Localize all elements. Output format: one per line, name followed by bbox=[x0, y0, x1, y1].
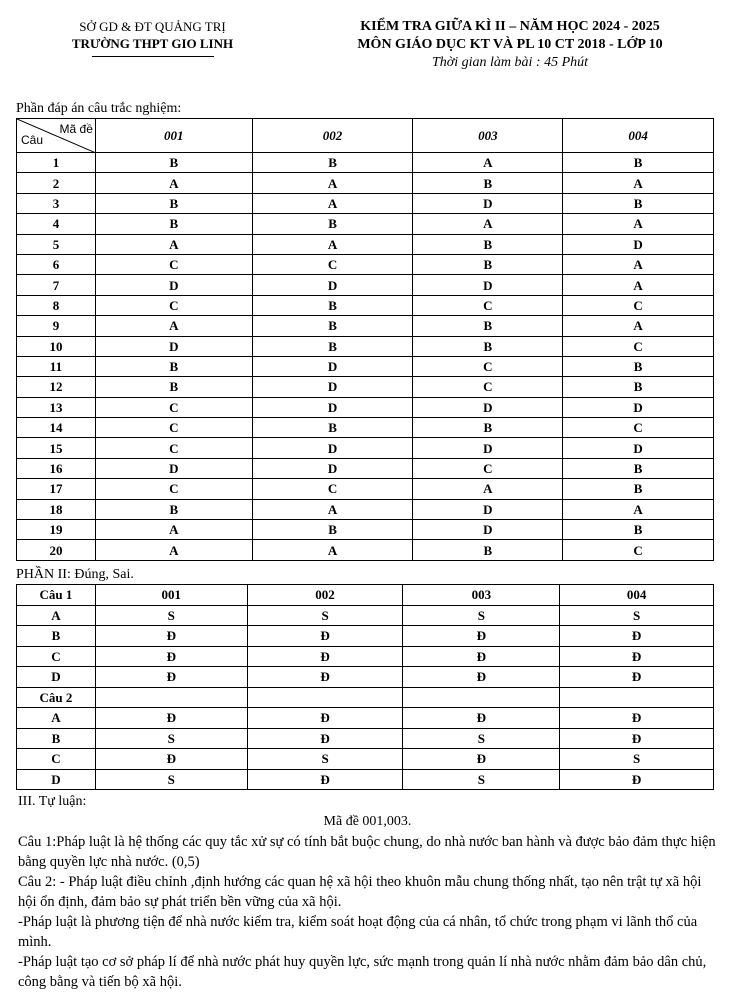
corner-question-label: Câu bbox=[21, 133, 44, 147]
question-number: 15 bbox=[17, 438, 96, 458]
empty-cell bbox=[95, 687, 247, 708]
school-underline bbox=[92, 56, 214, 57]
tf-row bbox=[17, 605, 714, 626]
mcq-row bbox=[17, 214, 714, 234]
mcq-row bbox=[17, 520, 714, 540]
answer-cell: D bbox=[413, 275, 563, 295]
essay-code-line: Mã đề 001,003. bbox=[323, 814, 412, 829]
answer-cell: Đ bbox=[95, 749, 247, 770]
mcq-row bbox=[17, 377, 714, 397]
answer-cell: C bbox=[252, 479, 413, 499]
answer-cell: S bbox=[95, 728, 247, 749]
answer-cell: B bbox=[252, 316, 413, 336]
answer-cell: A bbox=[252, 173, 413, 193]
answer-cell: C bbox=[95, 254, 252, 274]
answer-cell: Đ bbox=[403, 749, 560, 770]
item-letter: D bbox=[17, 769, 96, 790]
answer-cell: D bbox=[95, 336, 252, 356]
essay-answer-2: Câu 2: - Pháp luật điều chỉnh ,định hướng các quan hệ xã hội theo khuôn mẫu chung thống nhất, tạo nên trật tự xã hội hội ổn định, đảm bảo sự phát triển bền vững của xã hội. bbox=[18, 874, 702, 910]
answer-cell: A bbox=[413, 214, 563, 234]
answer-cell: A bbox=[252, 234, 413, 254]
answer-cell: D bbox=[413, 499, 563, 519]
answer-cell: A bbox=[563, 214, 714, 234]
answer-cell: A bbox=[95, 520, 252, 540]
question-number: 12 bbox=[17, 377, 96, 397]
mcq-row bbox=[17, 254, 714, 274]
exam-duration: Thời gian làm bài : 45 Phút bbox=[431, 55, 589, 70]
answer-cell: Đ bbox=[247, 646, 403, 667]
answer-cell: A bbox=[95, 316, 252, 336]
item-letter: A bbox=[17, 708, 96, 729]
answer-cell: B bbox=[95, 193, 252, 213]
code-header: 003 bbox=[413, 119, 563, 153]
answer-cell: C bbox=[413, 458, 563, 478]
question-number: 13 bbox=[17, 397, 96, 417]
question-number: 10 bbox=[17, 336, 96, 356]
answer-cell: D bbox=[252, 356, 413, 376]
essay-answer-4: -Pháp luật tạo cơ sở pháp lí để nhà nước phát huy quyền lực, sức mạnh trong quản lí nhà nước nhằm đảm bảo dân chủ, công bằng và tiến bộ xã hội. bbox=[18, 954, 707, 990]
answer-cell: B bbox=[252, 520, 413, 540]
mcq-row bbox=[17, 234, 714, 254]
mcq-row bbox=[17, 397, 714, 417]
answer-cell: Đ bbox=[560, 667, 714, 688]
school-name: TRƯỜNG THPT GIO LINH bbox=[71, 36, 234, 51]
question-number: 9 bbox=[17, 316, 96, 336]
answer-cell: B bbox=[563, 458, 714, 478]
answer-cell: A bbox=[563, 275, 714, 295]
answer-cell: Đ bbox=[95, 646, 247, 667]
header-right bbox=[300, 18, 720, 72]
mcq-header-row bbox=[17, 119, 714, 153]
mcq-row bbox=[17, 458, 714, 478]
answer-cell: Đ bbox=[247, 728, 403, 749]
answer-cell: A bbox=[252, 540, 413, 560]
mcq-row bbox=[17, 295, 714, 315]
tf-row bbox=[17, 749, 714, 770]
tf-row bbox=[17, 626, 714, 647]
mcq-row bbox=[17, 275, 714, 295]
answer-cell: C bbox=[563, 418, 714, 438]
answer-cell: D bbox=[95, 275, 252, 295]
answer-cell: D bbox=[95, 458, 252, 478]
answer-cell: C bbox=[95, 418, 252, 438]
answer-cell: C bbox=[563, 540, 714, 560]
empty-cell bbox=[403, 687, 560, 708]
essay-answer-1: Câu 1:Pháp luật là hệ thống các quy tắc xử sự có tính bắt buộc chung, do nhà nước ban hành và được bảo đảm thực hiện bằng quyền lực nhà nước. (0,5) bbox=[18, 834, 716, 870]
item-letter: A bbox=[17, 605, 96, 626]
answer-cell: Đ bbox=[95, 708, 247, 729]
answer-cell: A bbox=[95, 540, 252, 560]
answer-cell: B bbox=[95, 214, 252, 234]
item-letter: B bbox=[17, 626, 96, 647]
part2-label: PHẦN II: Đúng, Sai. bbox=[16, 567, 134, 582]
header-left bbox=[40, 18, 265, 57]
answer-cell: C bbox=[252, 254, 413, 274]
answer-cell: B bbox=[563, 520, 714, 540]
answer-cell: Đ bbox=[560, 646, 714, 667]
answer-cell: C bbox=[563, 336, 714, 356]
mcq-row bbox=[17, 438, 714, 458]
answer-cell: B bbox=[413, 254, 563, 274]
answer-cell: Đ bbox=[247, 626, 403, 647]
answer-cell: D bbox=[413, 193, 563, 213]
mcq-row bbox=[17, 540, 714, 560]
answer-cell: B bbox=[413, 540, 563, 560]
code-header: 002 bbox=[247, 585, 403, 606]
empty-cell bbox=[560, 687, 714, 708]
code-header: 001 bbox=[95, 585, 247, 606]
answer-cell: Đ bbox=[247, 708, 403, 729]
mcq-row bbox=[17, 499, 714, 519]
answer-cell: A bbox=[563, 254, 714, 274]
part1-label: Phần đáp án câu trắc nghiệm: bbox=[16, 101, 182, 116]
answer-cell: D bbox=[413, 520, 563, 540]
item-letter: D bbox=[17, 667, 96, 688]
answer-cell: S bbox=[560, 605, 714, 626]
answer-cell: B bbox=[252, 336, 413, 356]
true-false-table bbox=[16, 584, 714, 790]
question-number: 7 bbox=[17, 275, 96, 295]
item-letter: B bbox=[17, 728, 96, 749]
question-number: 6 bbox=[17, 254, 96, 274]
answer-cell: B bbox=[95, 377, 252, 397]
mcq-row bbox=[17, 336, 714, 356]
answer-cell: A bbox=[413, 479, 563, 499]
mcq-row bbox=[17, 316, 714, 336]
answer-cell: S bbox=[560, 749, 714, 770]
mcq-row bbox=[17, 479, 714, 499]
answer-cell: C bbox=[95, 479, 252, 499]
answer-cell: B bbox=[563, 377, 714, 397]
answer-cell: B bbox=[95, 153, 252, 173]
question-number: 4 bbox=[17, 214, 96, 234]
tf-row bbox=[17, 646, 714, 667]
answer-cell: Đ bbox=[247, 769, 403, 790]
answer-cell: A bbox=[252, 193, 413, 213]
answer-cell: Đ bbox=[247, 667, 403, 688]
answer-cell: A bbox=[563, 316, 714, 336]
answer-cell: B bbox=[563, 153, 714, 173]
answer-cell: B bbox=[563, 356, 714, 376]
answer-cell: D bbox=[413, 438, 563, 458]
corner-cell bbox=[17, 119, 96, 153]
exam-title: KIỂM TRA GIỮA KÌ II – NĂM HỌC 2024 - 2025 bbox=[360, 19, 660, 34]
question-number: 14 bbox=[17, 418, 96, 438]
answer-cell: B bbox=[413, 316, 563, 336]
question-number: 11 bbox=[17, 356, 96, 376]
mcq-row bbox=[17, 356, 714, 376]
answer-cell: C bbox=[413, 356, 563, 376]
answer-cell: Đ bbox=[403, 708, 560, 729]
answer-cell: S bbox=[95, 605, 247, 626]
mcq-row bbox=[17, 173, 714, 193]
answer-cell: Đ bbox=[403, 626, 560, 647]
tf-row bbox=[17, 728, 714, 749]
answer-cell: D bbox=[252, 377, 413, 397]
question-number: 16 bbox=[17, 458, 96, 478]
code-header: 002 bbox=[252, 119, 413, 153]
answer-cell: D bbox=[252, 438, 413, 458]
question-number: 18 bbox=[17, 499, 96, 519]
tf-row bbox=[17, 708, 714, 729]
answer-cell: C bbox=[413, 377, 563, 397]
answer-cell: B bbox=[95, 499, 252, 519]
question-number: 20 bbox=[17, 540, 96, 560]
answer-cell: Đ bbox=[403, 667, 560, 688]
answer-cell: Đ bbox=[95, 667, 247, 688]
mcq-row bbox=[17, 193, 714, 213]
empty-cell bbox=[247, 687, 403, 708]
answer-cell: A bbox=[252, 499, 413, 519]
mcq-row bbox=[17, 153, 714, 173]
answer-cell: B bbox=[413, 336, 563, 356]
answer-cell: D bbox=[413, 397, 563, 417]
tf-row bbox=[17, 667, 714, 688]
answer-cell: B bbox=[252, 153, 413, 173]
answer-cell: B bbox=[252, 295, 413, 315]
answer-cell: A bbox=[563, 499, 714, 519]
question-number: 5 bbox=[17, 234, 96, 254]
subject-title: MÔN GIÁO DỤC KT VÀ PL 10 CT 2018 - LỚP 10 bbox=[357, 37, 663, 52]
code-header: 001 bbox=[95, 119, 252, 153]
answer-cell: A bbox=[563, 173, 714, 193]
answer-cell: Đ bbox=[560, 769, 714, 790]
answer-cell: Đ bbox=[560, 626, 714, 647]
answer-cell: D bbox=[563, 438, 714, 458]
question-number: 19 bbox=[17, 520, 96, 540]
answer-cell: C bbox=[563, 295, 714, 315]
answer-cell: B bbox=[413, 234, 563, 254]
answer-cell: D bbox=[563, 397, 714, 417]
question-number: 1 bbox=[17, 153, 96, 173]
answer-cell: C bbox=[95, 397, 252, 417]
answer-cell: S bbox=[403, 769, 560, 790]
question-number: 8 bbox=[17, 295, 96, 315]
code-header: 003 bbox=[403, 585, 560, 606]
answer-cell: B bbox=[563, 193, 714, 213]
question-number: 3 bbox=[17, 193, 96, 213]
department-name: SỞ GD & ĐT QUẢNG TRỊ bbox=[79, 19, 226, 34]
answer-cell: B bbox=[252, 418, 413, 438]
answer-cell: S bbox=[403, 605, 560, 626]
answer-cell: Đ bbox=[403, 646, 560, 667]
item-letter: C bbox=[17, 749, 96, 770]
q2-header-row bbox=[17, 687, 714, 708]
answer-cell: A bbox=[95, 173, 252, 193]
answer-cell: D bbox=[252, 458, 413, 478]
code-header: 004 bbox=[563, 119, 714, 153]
question-label: Câu 1 bbox=[17, 585, 96, 606]
answer-cell: S bbox=[247, 749, 403, 770]
answer-cell: Đ bbox=[560, 728, 714, 749]
answer-cell: B bbox=[413, 418, 563, 438]
code-header: 004 bbox=[560, 585, 714, 606]
corner-code-label: Mã đề bbox=[59, 122, 93, 136]
tf-row bbox=[17, 769, 714, 790]
mcq-row bbox=[17, 418, 714, 438]
answer-cell: S bbox=[403, 728, 560, 749]
question-number: 17 bbox=[17, 479, 96, 499]
answer-cell: C bbox=[95, 438, 252, 458]
answer-cell: S bbox=[95, 769, 247, 790]
question-number: 2 bbox=[17, 173, 96, 193]
answer-cell: C bbox=[413, 295, 563, 315]
q1-header-row bbox=[17, 585, 714, 606]
answer-cell: B bbox=[252, 214, 413, 234]
answer-cell: C bbox=[95, 295, 252, 315]
answer-cell: A bbox=[95, 234, 252, 254]
part3-label: III. Tự luận: bbox=[18, 794, 87, 809]
answer-cell: B bbox=[413, 173, 563, 193]
answer-cell: B bbox=[95, 356, 252, 376]
answer-cell: Đ bbox=[560, 708, 714, 729]
answer-cell: D bbox=[252, 275, 413, 295]
answer-cell: A bbox=[413, 153, 563, 173]
answer-cell: Đ bbox=[95, 626, 247, 647]
answer-cell: B bbox=[563, 479, 714, 499]
mcq-answer-table bbox=[16, 118, 714, 561]
item-letter: C bbox=[17, 646, 96, 667]
answer-cell: D bbox=[563, 234, 714, 254]
answer-cell: D bbox=[252, 397, 413, 417]
question-label: Câu 2 bbox=[17, 687, 96, 708]
answer-cell: S bbox=[247, 605, 403, 626]
essay-answer-3: -Pháp luật là phương tiện để nhà nước kiểm tra, kiểm soát hoạt động của cá nhân, tổ chức trong phạm vi lãnh thổ của mình. bbox=[18, 914, 698, 950]
